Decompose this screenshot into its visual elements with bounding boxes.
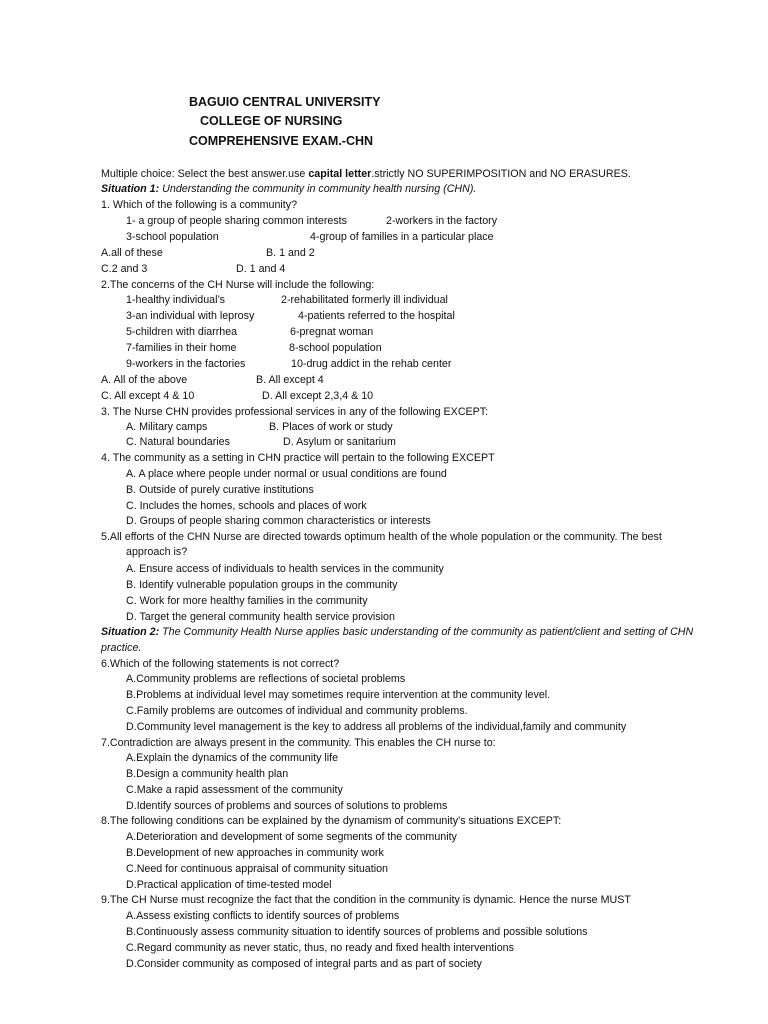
q5-option-a: A. Ensure access of individuals to health services in the community (126, 563, 444, 575)
college-title: COLLEGE OF NURSING (200, 114, 343, 128)
q1-item-2: 2-workers in the factory (386, 215, 498, 227)
q4-option-b: B. Outside of purely curative institutions (126, 484, 314, 496)
q6-option-a: A.Community problems are reflections of societal problems (126, 673, 406, 685)
q2-item-5: 5-children with diarrhea (126, 326, 238, 338)
question-4-stem: 4. The community as a setting in CHN practice will pertain to the following EXCEPT (101, 452, 495, 464)
q5-option-c: C. Work for more healthy families in the community (126, 595, 368, 607)
q2-item-6: 6-pregnat woman (290, 326, 374, 338)
instructions (101, 167, 631, 181)
q9-option-c: C.Regard community as never static, thus, no ready and fixed health interventions (126, 942, 514, 954)
q3-option-d: D. Asylum or sanitarium (283, 436, 396, 448)
q5-option-d: D. Target the general community health service provision (126, 611, 395, 623)
q2-item-2: 2-rehabilitated formerly ill individual (281, 294, 448, 306)
q1-option-b: B. 1 and 2 (266, 247, 315, 259)
q7-option-a: A.Explain the dynamics of the community life (126, 752, 339, 764)
q6-option-c: C.Family problems are outcomes of individual and community problems. (126, 705, 468, 717)
q3-option-c: C. Natural boundaries (126, 436, 230, 448)
q8-option-a: A.Deterioration and development of some segments of the community (126, 831, 457, 843)
q1-item-3: 3-school population (126, 231, 219, 243)
q9-option-a: A.Assess existing conflicts to identify sources of problems (126, 910, 400, 922)
q2-option-b: B. All except 4 (256, 374, 324, 386)
situation-2-label: Situation 2: (101, 626, 160, 638)
q2-item-7: 7-families in their home (126, 342, 237, 354)
q2-item-9: 9-workers in the factories (126, 358, 246, 370)
question-6-stem: 6.Which of the following statements is not correct? (101, 658, 340, 670)
q2-option-a: A. All of the above (101, 374, 188, 386)
situation-1 (101, 182, 476, 196)
situation-2-text: The Community Health Nurse applies basic understanding of the community as patient/client and setting of CHN practice. (101, 626, 694, 654)
q9-option-d: D.Consider community as composed of integral parts and as part of society (126, 958, 482, 970)
q2-item-8: 8-school population (289, 342, 382, 354)
question-3-stem: 3. The Nurse CHN provides professional services in any of the following EXCEPT: (101, 406, 489, 418)
q1-item-1: 1- a group of people sharing common interests (126, 215, 347, 227)
q4-option-c: C. Includes the homes, schools and places of work (126, 500, 367, 512)
q2-option-c: C. All except 4 & 10 (101, 390, 195, 402)
question-2-stem: 2.The concerns of the CH Nurse will include the following: (101, 279, 375, 291)
q8-option-d: D.Practical application of time-tested model (126, 879, 332, 891)
q1-option-c: C.2 and 3 (101, 263, 148, 275)
q1-item-4: 4-group of families in a particular place (310, 231, 494, 243)
q7-option-c: C.Make a rapid assessment of the community (126, 784, 343, 796)
q6-option-b: B.Problems at individual level may sometimes require intervention at the community level. (126, 689, 551, 701)
q9-option-b: B.Continuously assess community situation to identify sources of problems and possible solutions (126, 926, 588, 938)
q5-option-b: B. Identify vulnerable population groups in the community (126, 579, 398, 591)
question-9-stem: 9.The CH Nurse must recognize the fact that the condition in the community is dynamic. Hence the nurse MUST (101, 894, 631, 906)
q2-option-d: D. All except 2,3,4 & 10 (262, 390, 374, 402)
question-1-stem: 1. Which of the following is a community? (101, 199, 298, 211)
q1-option-d: D. 1 and 4 (236, 263, 286, 275)
q7-option-d: D.Identify sources of problems and sources of solutions to problems (126, 800, 448, 812)
q4-option-a: A. A place where people under normal or usual conditions are found (126, 468, 447, 480)
q2-item-10: 10-drug addict in the rehab center (291, 358, 452, 370)
q6-option-d: D.Community level management is the key to address all problems of the individual,family and community (126, 721, 627, 733)
situation-2 (101, 624, 721, 656)
q2-item-1: 1-healthy individual’s (126, 294, 226, 306)
question-5-stem-cont: approach is? (126, 546, 188, 558)
instructions-after: .strictly NO SUPERIMPOSITION and NO ERASURES. (371, 168, 631, 180)
university-title: BAGUIO CENTRAL UNIVERSITY (189, 95, 381, 109)
situation-1-label: Situation 1: (101, 183, 160, 195)
q8-option-c: C.Need for continuous appraisal of community situation (126, 863, 388, 875)
q2-item-4: 4-patients referred to the hospital (298, 310, 455, 322)
question-7-stem: 7.Contradiction are always present in the community. This enables the CH nurse to: (101, 737, 496, 749)
question-5-stem: 5.All efforts of the CHN Nurse are directed towards optimum health of the whole population or the community. The best (101, 531, 662, 543)
q1-option-a: A.all of these (101, 247, 163, 259)
instructions-bold: capital letter (308, 168, 372, 180)
q7-option-b: B.Design a community health plan (126, 768, 289, 780)
q2-item-3: 3-an individual with leprosy (126, 310, 255, 322)
q3-option-a: A. Military camps (126, 421, 208, 433)
q3-option-b: B. Places of work or study (269, 421, 393, 433)
q4-option-d: D. Groups of people sharing common characteristics or interests (126, 515, 431, 527)
q8-option-b: B.Development of new approaches in community work (126, 847, 384, 859)
question-8-stem: 8.The following conditions can be explained by the dynamism of community’s situations EXCEPT: (101, 815, 562, 827)
exam-title: COMPREHENSIVE EXAM.-CHN (189, 134, 374, 148)
situation-1-text: Understanding the community in community health nursing (CHN). (159, 183, 477, 195)
instructions-before: Multiple choice: Select the best answer.use (101, 168, 309, 180)
